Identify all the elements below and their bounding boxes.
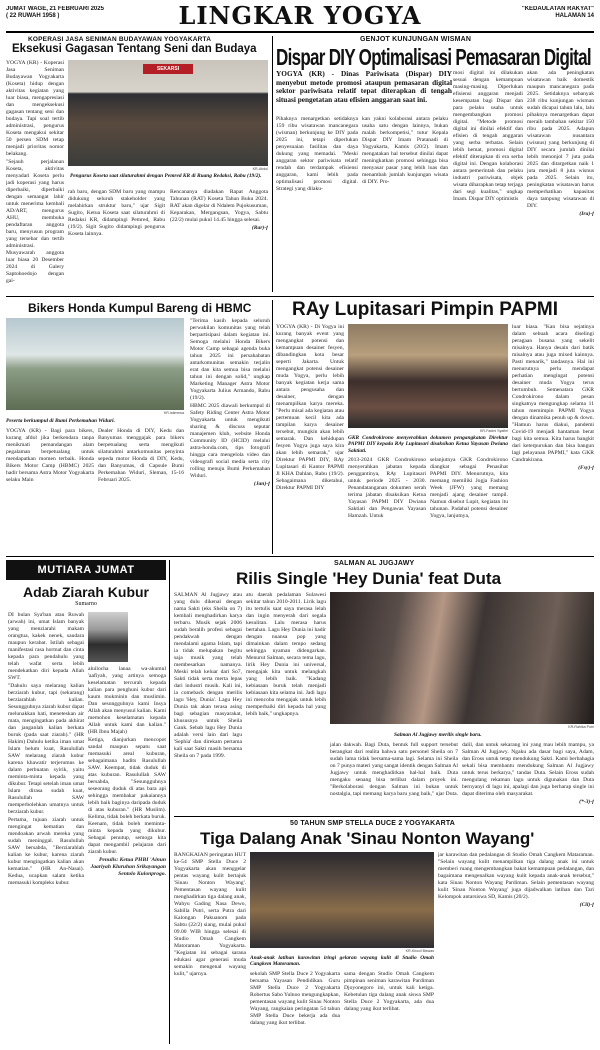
mutiara-author-photo — [88, 612, 128, 662]
date-line-hijri: ( 22 RUWAH 1958 ) — [6, 13, 60, 19]
art6-photo — [250, 852, 434, 948]
header-date — [6, 6, 146, 20]
art5-text4: dalil, dan untuk sekarang ini yang mau lebih mampu, ya Salman Al Jugjawy. Ngaku ada dasar bagi saya, Adam, dan Eross untuk tetap mendukung Sakti. Kami berbahagia sekali bisa membantu mendukung Salman Al Jugjawy untuk terus berkarya," tandas Duta. Selain Eross sudah mengulang rekaman lagu untuk digunakan dan Duta bernyanyi di lagu ini, apalagi dan juga berharap single ini dapat diterima oleh masyarakat. — [462, 742, 594, 797]
art1-text2: rah baru, dengan SDM baru yang mampu didukung seluruh stakeholder yang melahirkan struktur baru," ujar Sigit Sugito, Ketua Koseta saat silaturahmi di Redaksi KR, didampingi Pemred, Rabu (19/2). Sigit Sugito didampingi pengurus Koseta lainnya. — [68, 189, 165, 237]
art6-col4 — [438, 852, 594, 1044]
art5-photo — [330, 592, 594, 724]
hdiv-3 — [174, 816, 594, 817]
art1-text3: Rencananya diadakan Rapat Anggota Tahunan (RAT) Koseta Tahun Buku 2024. RAT akan digelar di Ndalem Pujokusuman, Keparakan, Mergangsan, Yogya, Sabtu (22/2) mulai pukul 14.45 hingga selesai. — [170, 189, 268, 223]
date-line: JUMAT WAGE, 21 FEBRUARI 2025 — [6, 6, 104, 12]
art1-text1: YOGYA (KR) - Koperasi Jasa Seniman Budayawan Yogyakarta (Koseta) hidup dengan aktivitas kegiatan yang luar biasa, mengapresiasi dan mengeksekusi gagasan tentang seni dan budaya. Tapi soal tertib administrasi, pengurus Koseta mengakui sekitar 50 persen SDM tetap menjadi prioritas nomor belakang. — [6, 60, 64, 157]
art6-col1 — [174, 852, 246, 1044]
art2-headline: Dispar DIY Optimalisasi Pemasaran Digital — [276, 44, 591, 71]
vdiv-top — [272, 36, 273, 292]
art1-photo-credit: KR-Abdul — [252, 167, 268, 171]
art4-caption: GKR Condrokirono menyerahkan dokumen pengangkatan Direktur PAPMI DIY kepada RAy Lupitasari disaksikan Ketua Yayasan Dwiana Saktiati. — [348, 435, 508, 454]
art4-text4: luar biasa. "Kan bisa sejatinya dalam sebuah acara diselingi peragaan busana yang sekelit misalnya. Hanya desain dari batik misalnya atau juga mixed kainnya. Pasti menarik," tandasnya. Hal ini menurutnya perlu mendapat perhatian mengingat potensi desainer muda Yogya terus bertumbuh. Semenatara GKR Condrokirono dalam pesan singkatnya mengungkap selama 11 tahun memimpin PAPMI Yogya dengan dinamika penuh up & down. "Hamun harus diakui, pandemi Covid-19 menjadi hantaman berat bagi kita semua. Kita harus bangkit dari keterpurukan dan bisa bangun lagi pelayanan PAPMI," kata GKR Candrakirana. — [512, 324, 594, 463]
art2-text2: kan yakni kolaborasi antara pelaku usaha satu dengan lainnya, bukan malah berkompetisi," tutur Kepala Dispar DIY Imam Pratanadi di Yogyakarta, Kamis (20/2). Imam mengatakan hal tersebut dinilai dapat meningkatkan promosi sehingga bisa menyasar pasar yang lebih luas dan menambah jumlah kunjungan wisata di DIY. Pro- — [362, 116, 448, 185]
art2-col4 — [527, 70, 594, 292]
art3-caption: Peserta berkumpul di Bumi Perkemahan Widuri. — [6, 418, 116, 424]
art6-text2: sekolah SMP Stella Duce 2 Yogyakarta bersama Yayasan Pendidikan. Guru SMP Stella Duce 2 Yogyakarta Robertus Sabo Yulnoo mengungkapkan, pementasan wayang kulit Sinau Nonton Wayang, rangkaian peringatan 54 tahun SMP Stella Duce bekerja ada dua dalang yang ikut terlibat. — [250, 971, 340, 1026]
art3-col3 — [190, 318, 270, 554]
art3-col1 — [6, 428, 94, 552]
art1-col3 — [170, 189, 268, 299]
art4-headline: RAy Lupitasari Pimpin PAPMI — [292, 299, 559, 320]
art4-text1: YOGYA (KR) - Di Yogya ini kurang banyak event yang mengangkat potensi dan kemampuan desainer fesyen, dibandingkan kota besar seperti Jakarta. Untuk mengangkat potensi desainer muda Yogya, perlu lebih banyak kegiatan kerja sama antara pengusaha dan desainer, dengan menampilkan karya mereka. "Perlu misal ada kegiatan atau pertemuan kecil kita ada tampilan karya desainer tersebut, mungkin akan lebih semarak. Dan kehidupan fesyen Yogya juga saya kira akan lebih semarak," ujar Direktur PAPMI DIY, RAy Lupitasari di Kantor PAPMI Jl KHA Dahlan, Rabu (19/2). Sebagaimana diketahui, Direktur PAPMI DIY — [276, 324, 344, 491]
mutiara-col2 — [88, 666, 166, 1042]
art5-headline: Rilis Single 'Hey Dunia' feat Duta — [236, 569, 502, 588]
art4-col4 — [512, 324, 594, 554]
art1-col2 — [68, 189, 165, 299]
art1-headline: Eksekusi Gagasan Tentang Seni dan Budaya — [12, 43, 257, 55]
art3-text3b: HBMC 2025 diawali berkumpul di Safety Riding Center Astra Motor Yogyakarta untuk mengikuti sharing & discuss seputar manajemen klub, website Honda Community ID (HCID) melalui astra-honda.com, tips fotografi hingga cara mengelola video dan videografi social media serta city rolling menuju Bumi Perkemahan Widuri. — [190, 403, 270, 479]
mutiara-col1 — [8, 612, 84, 1042]
art2-text1: Pihaknya menargetkan setidaknya 159 ribu wisatawan mancanegara (wisman) berkunjung ke DIY pada 2025 ini, tetapi diperlukan penyesuaian fasilitas dan daya dukung yang memadai. "Meski anggaran sektor pariwisata relatif rendah dan terdampak efisiensi anggaran, kami lebih pada optimalisasi promosi digital. Strategi yang dilaku- — [276, 116, 358, 192]
art5-col4 — [462, 742, 594, 814]
art1-text1b: "Sejauh perjalanan Koseta, aktivitas menyadari Koseta perlu jadi koperasi yang harus diperbaiki, diperbaiki dengan semangat lahir untuk menerima kembali AD/ART, mengurus AHU, membuka pendaftaran anggota baru, menyusun program yang tersebar dan tertib administrasi. Musyawarah anggota luar biasa 20 Desember 2024 di Galery Saptohoedojo dengan gai- — [6, 159, 64, 284]
art1-kicker: KOPERASI JASA SENIMAN BUDAYAWAN YOGYAKARTA — [28, 36, 212, 43]
art2-text4: akan ada peningkatan wisatawan baik domestik maupun mancanegara pada 2025. Setidaknya sebanyak 238 ribu kunjungan wisman sudah dicapai tahun lalu, lalu pihaknya menargetkan dapat meraih tambahan sekitar 150 ribu pada 2025. Adapun wisatawan nusantara (wisnus) yang berkunjung di DIY secara jumlah dinilai lebih menonjol 7 juta pada 2025 dan ditargetkan naik 1 juta menjadi 8 juta wisnus pada 2025. Selain itu, peningkatan wisatawan harus memperhatikan kapasitas daya tampung wisatawan di DIY. — [527, 70, 594, 209]
art6-text3: sama dengan Studio Omah Cangkem pimpinan seniman karawitan Pardiman Djoyonegoro ini, untuk kali ketiga. Kebetulan tiga dalang anak siswa SMP Stella Duce 2 Yogyakarta, ada dua dalang yang ikut terlibat. — [344, 971, 434, 1012]
header-right — [460, 6, 594, 20]
art5-text2: atu daerah pedalaman Sulawesi sekitar tahun 2010-2011. Lirik lagu itu tertulis saat saya merasa lelah dan ingin menyerah dari segala kesulitan. Lalu merasa harus bertahan. Lagu Hey Dunia ini hadir dengan nuansa pop yang dimainkan dalam tempo sedang sehingga nyaman didengarkan. Menurut Salman, secara tema lagu, lirik Hey Dunia ini universal, mengajak kita untuk melangkah yang lebih baik. "Kadang kebiasaan buruk telah menjadi kebiasaan kita selama ini. Jadi lagu ini mencoba mengajak untuk lebih memperbaiki diri kepada hal yang lebih baik," ungkapnya. — [246, 592, 326, 717]
header-rule — [6, 31, 594, 33]
art5-signature: (*-3)-f — [579, 799, 594, 805]
hdiv-2 — [6, 556, 594, 557]
art6-kicker: 50 TAHUN SMP STELLA DUCE 2 YOGYAKARTA — [290, 820, 456, 827]
mutiara-text1c: Pertama, tujuan ziarah untuk mengingat kematian dan mendoakan arwah mereka yang sudah meninggal. Rasulullah SAW bersabda, "Berziarahlah kalian ke kubur, karena ziarah kubur mengingatkan kalian akan kematian." (HR An-Nasai). Kedua, ucapkan salam ketika memasuki kompleks kubur. — [8, 817, 84, 886]
mutiara-title: Adab Ziarah Kubur — [22, 584, 149, 600]
art6-col3 — [344, 971, 434, 1044]
mutiara-author: Sumarno — [75, 601, 97, 607]
art4-signature: (Fsy)-f — [578, 465, 594, 471]
art4-text3: selanjutnya GKR Condrokirono diangkat sebagai Penasihat PAPMI DIY. Menurutnya, kita memang memiliki Jogja Fashion Week (JFW) yang memang menjadi ajang desainer tampil. Namun disebut Lupit, kegiatan itu tahunan. Padahal potensi desainer Yogya, lanjutnya, — [430, 457, 508, 519]
art4-col3 — [430, 457, 508, 554]
art5-photo-credit: KR-Rahika Putri — [568, 725, 594, 729]
art2-col1 — [276, 116, 358, 292]
mutiara-text1b: "Dahulu saya melarang kalian berziarah kubur, tapi (sekarang) berziarahlah kalian. Sesungguhnya ziarah kubur dapat melunakkan hati, meneteskan air mata, mengingatkan pada akhirat dan janganlah kalian berkata buruk (pada saat ziarah)." (HR Hakim) Dahulu ketika iman umat Islam belum kuat, Rasulullah SAW melarang ziarah kubur karena khawatir terjerumus ke dalam perbuatan syirik, yaitu meminta-minta kepada yang dikubur. Tetapi setelah iman umat Islam dirasa sudah kuat, Rasulullah SAW memperbolehkan umatnya untuk berziarah kubur. — [8, 683, 84, 815]
art4-photo — [348, 324, 508, 428]
art6-text1: RANGKAIAN peringatan HUT ke-54 SMP Stella Duce 2 Yogyakarta akan menggelar pentas wayang kulit bertajuk 'Sinau Nonton Wayang'. Pementasan wayang kulit menghadirkan tiga dalang anak, Wahyu Gading Nasa Dewo, Sabilla Putri, serta Putra dari Kalongan Pakuanom pada Sabtu (22/2) siang, mulai pukul 09.00 WIB hingga selesai di Studio Omah Cangkem Matoraman Yogyakarta. "Kegiatan ini sebagai sarana edukasi agar generasi muda semakin mengenal wayang kulit," ujarnya. — [174, 852, 246, 977]
art6-text4: jar karawitan dan pedalangan di Studio Omah Cangkem Mataraman. "Selain wayang kulit menampilkan tiga dalang anak ini untuk memberi ruang mengembangkan bakat kemampuan pedalangan, dan bagaimana mengenalkan wayang kulit kepada anak-anak tersebut," kata Sinau Nonton Wayang Pardiman. Selain pementasan wayang kulit 'Sinau Nonton Wayang' juga dijadwalkan latihan dan Tari Kelompok antarsiswa SD, Kamis (20/2). — [438, 852, 594, 900]
mutiara-text2b: Ketiga, dianjurkan mencopot sandal maupun sepatu saat memasuki areal kuburan, sebagaimana hadits Rasulullah SAW. Keempat, tidak duduk di atas kuburan. Rasulullah SAW bersabda, "Sesungguhnya seseorang duduk di atas bara api sehingga membakar pakaiannya lebih baik baginya daripada duduk di atas kuburan." (HR Muslim). Kelima, tidak boleh berkata buruk. Keenam, tidak boleh meminta-minta kepada yang dikubur. Sebagai penutup, semoga kita dapat mengambil pelajaran dari ziarah kubur. — [88, 737, 166, 855]
hdiv-1 — [6, 296, 594, 297]
art2-lead: YOGYA (KR) - Dinas Pariwisata (Dispar) DIY menyebut metode promosi ataupun pemasaran digital sektor pariwisata relatif tepat diterapkan di tengah situasi pengetatan atau efisien anggaran saat ini. — [276, 70, 452, 104]
art5-text1: SALMAN Al Jugjawy atau yang dulu dikenal dengan nama Sakti (eks Sheila on 7) kembali menghadirkan karya terbaru. Musik sejak 2006 sudah beralih profesi sebagai pendakwah dengan mendalami agama Islam, tapi ia tidak melupakan begitu saja musik yang telah membesarkan namanya. Meski telah keluar dari So7, Sakti tidak serta merta lepas dari industri musik. Kali ini, ia comeback dengan merilis lagu 'Hey, Dunia'. Lagu Hey Dunia tak akan terasa asing bagi sebagian masyarakat, khususnya untuk Sheila Gank. Sebab lagu Hey Dunia adalah versi lain dari lagu 'Sephia' dan direkam pertama kali saat Sakti masih bersama Sheila on 7 pada 1999. — [174, 592, 242, 759]
art4-col1 — [276, 324, 344, 554]
art5-kicker: SALMAN AL JUGJAWY — [334, 560, 415, 567]
art5-caption: Salman Al Jugjawy merilis single baru. — [394, 732, 482, 738]
art4-photo-credit: KR-Fadmi Syafiei — [480, 429, 508, 433]
art4-text2: 2013-2024 GKR Condrokirono menyerahkan jabatan kepada penggantinya, RAy Lupitasari untuk periode 2025 - 2030. Penandatanganan dokumen serah terima jabatan disaksikan Ketua Yayasan PAPMI DIY Dwiana Saktiati dan Pengawas Yayasan Hamzah. Untuk — [348, 457, 426, 519]
art5-text3: jalan dakwah. Bagi Duta, bentuk full support tersebut berangkat dari realita bahwa satu personel Sheila on 7 sudah lama tidak bersama-sama lagi. Selama ini Sheila on 7 punya materi yang sangat identik dengan Salman Al Jugjawy untuk menghadirkan hal-hal baik. Duta mengaku senang bisa terlibat dalam proyek ini. "Berkolaborasi dengan Salman ini bukan untuk nostalgia, tapi memang karya baru yang baik," ujar Duta. — [330, 742, 458, 797]
art1-caption: Pengurus Koseta saat silaturahmi dengan Pemred KR di Ruang Redaksi, Rabu (19/2). — [70, 173, 262, 179]
art1-signature: (Rar)-f — [251, 225, 268, 231]
art5-col3 — [330, 742, 458, 814]
art6-col2 — [250, 971, 340, 1044]
art2-col2 — [362, 116, 448, 292]
motto: "KEDAULATAN RAKYAT" — [521, 6, 594, 12]
art6-signature: (Cil)-f — [579, 902, 594, 908]
art4-col2 — [348, 457, 426, 554]
art2-text3: mosi digital ini dilakukan sesuai dengan kemampuan masing-masing. Diperlukan efisiensi anggaran menjadi kesempatan bagi Dispar dan para pelaku usaha untuk mengembangkan promosi digital. "Metode promosi digital ini dinilai efektif dan efisien di tengah anggaran yang serba terbatas. Selain lebih hemat, promosi digital efektif diterapkan di era serba digital ini. Dengan kolaborasi antara pemerintah dan pelaku industri pariwisata, objek wisata diharapkan tetap terjaga dari segi kualitas," ungkap Imam. Dispar DIY optimistis — [453, 70, 523, 202]
mutiara-signature: Penulis: Ketua PHBI 'Ainun Jaariyah Kluruhan Srikayangan Sentolo Kulonprogo. — [90, 857, 166, 877]
art2-signature: (Ira)-f — [579, 211, 594, 217]
art6-headline: Tiga Dalang Anak 'Sinau Nonton Wayang' — [200, 829, 535, 848]
art6-photo-credit: KR-Khocil Biswas — [405, 949, 434, 953]
mutiara-text2: aluilocha lanaa wa-akumul 'aafiyah, yang artinya semoga keselamatan tercurah kepada kalian para penghuni kubur dari kaum mukminin dan muslimin. Dan sesungguhnya kami Insya Allah akan menyusul kalian. Kami memohon keselamatan kepada Allah untuk kami dan kalian." (HR Ibnu Majah) — [88, 666, 166, 735]
art3-photo — [6, 318, 184, 410]
art6-caption: Anak-anak latihan karawitan iringi gelaran wayang kulit di Studio Omah Cangkem Matoraman. — [250, 955, 434, 968]
art3-text1: YOGYA (KR) - Bagi para bikers, kurang afdol jika berkendara tanpa menikmati pemandangan alam pegalaman berpetualang untuk mendapatkan momen terbaik. Honda Bikers Motor Camp (HBMC) 2025 hadir bersama Astra Motor Yogyakarta selaku Main — [6, 428, 94, 483]
art3-col2 — [98, 428, 184, 552]
art3-headline: Bikers Honda Kumpul Bareng di HBMC — [28, 301, 252, 315]
mutiara-band: MUTIARA JUMAT — [6, 560, 166, 580]
art2-kicker: GENJOT KUNJUNGAN WISMAN — [360, 36, 472, 43]
art3-text2: Dealer Honda di DIY, Kedu dan Banyumas menggajak para bikers berpetualang serta mengikuti silaturahmi antarkomunitas penyinta sepeda motor Honda di DIY, Kedu, dan Banyumas, di Capsule Bumi Perkemahan Widuri, Sleman, 15-16 Februari 2025. — [98, 428, 184, 483]
art1-photo-banner: SEKARSI — [143, 64, 193, 74]
art5-col1 — [174, 592, 242, 814]
page-label: HALAMAN 14 — [555, 13, 594, 19]
art2-col3 — [453, 70, 523, 292]
art3-photo-credit: KR-istimewa — [163, 411, 184, 415]
art1-photo — [68, 60, 268, 166]
art3-text3: "Terima kasih kepada seluruh perwakilan komunitas yang telah berpartisipasi dalam kegiatan ini. Semoga melalui Honda Bikers Motor Camp sebagai agenda buka tahun 2025 ini persahabatan antarkomunitas semakin terjalin erat dan kita semua bisa melalui tahun ini dengan solid," ungkap Marketing Manager Astra Motor Yogyakarta Julius Armando, Rabu (19/2). — [190, 318, 270, 401]
masthead: LINGKAR YOGYA — [178, 2, 422, 30]
art1-col1 — [6, 60, 64, 298]
art3-signature: (Jan)-f — [253, 481, 270, 487]
mutiara-text1: DI bulan Sya'ban atau Ruwah (arwah) ini, umat Islam banyak yang menziarahi makam orangtua, kakek nenek, saudara maupun kerabat. Istilah sebagai manifestasi rasa hormat dan cinta kepada para pendahulu yang telah wafat serta lebih mendekatkan diri kepada Allah SWT. — [8, 612, 84, 681]
art5-col2 — [246, 592, 326, 814]
vdiv-mid — [272, 300, 273, 554]
